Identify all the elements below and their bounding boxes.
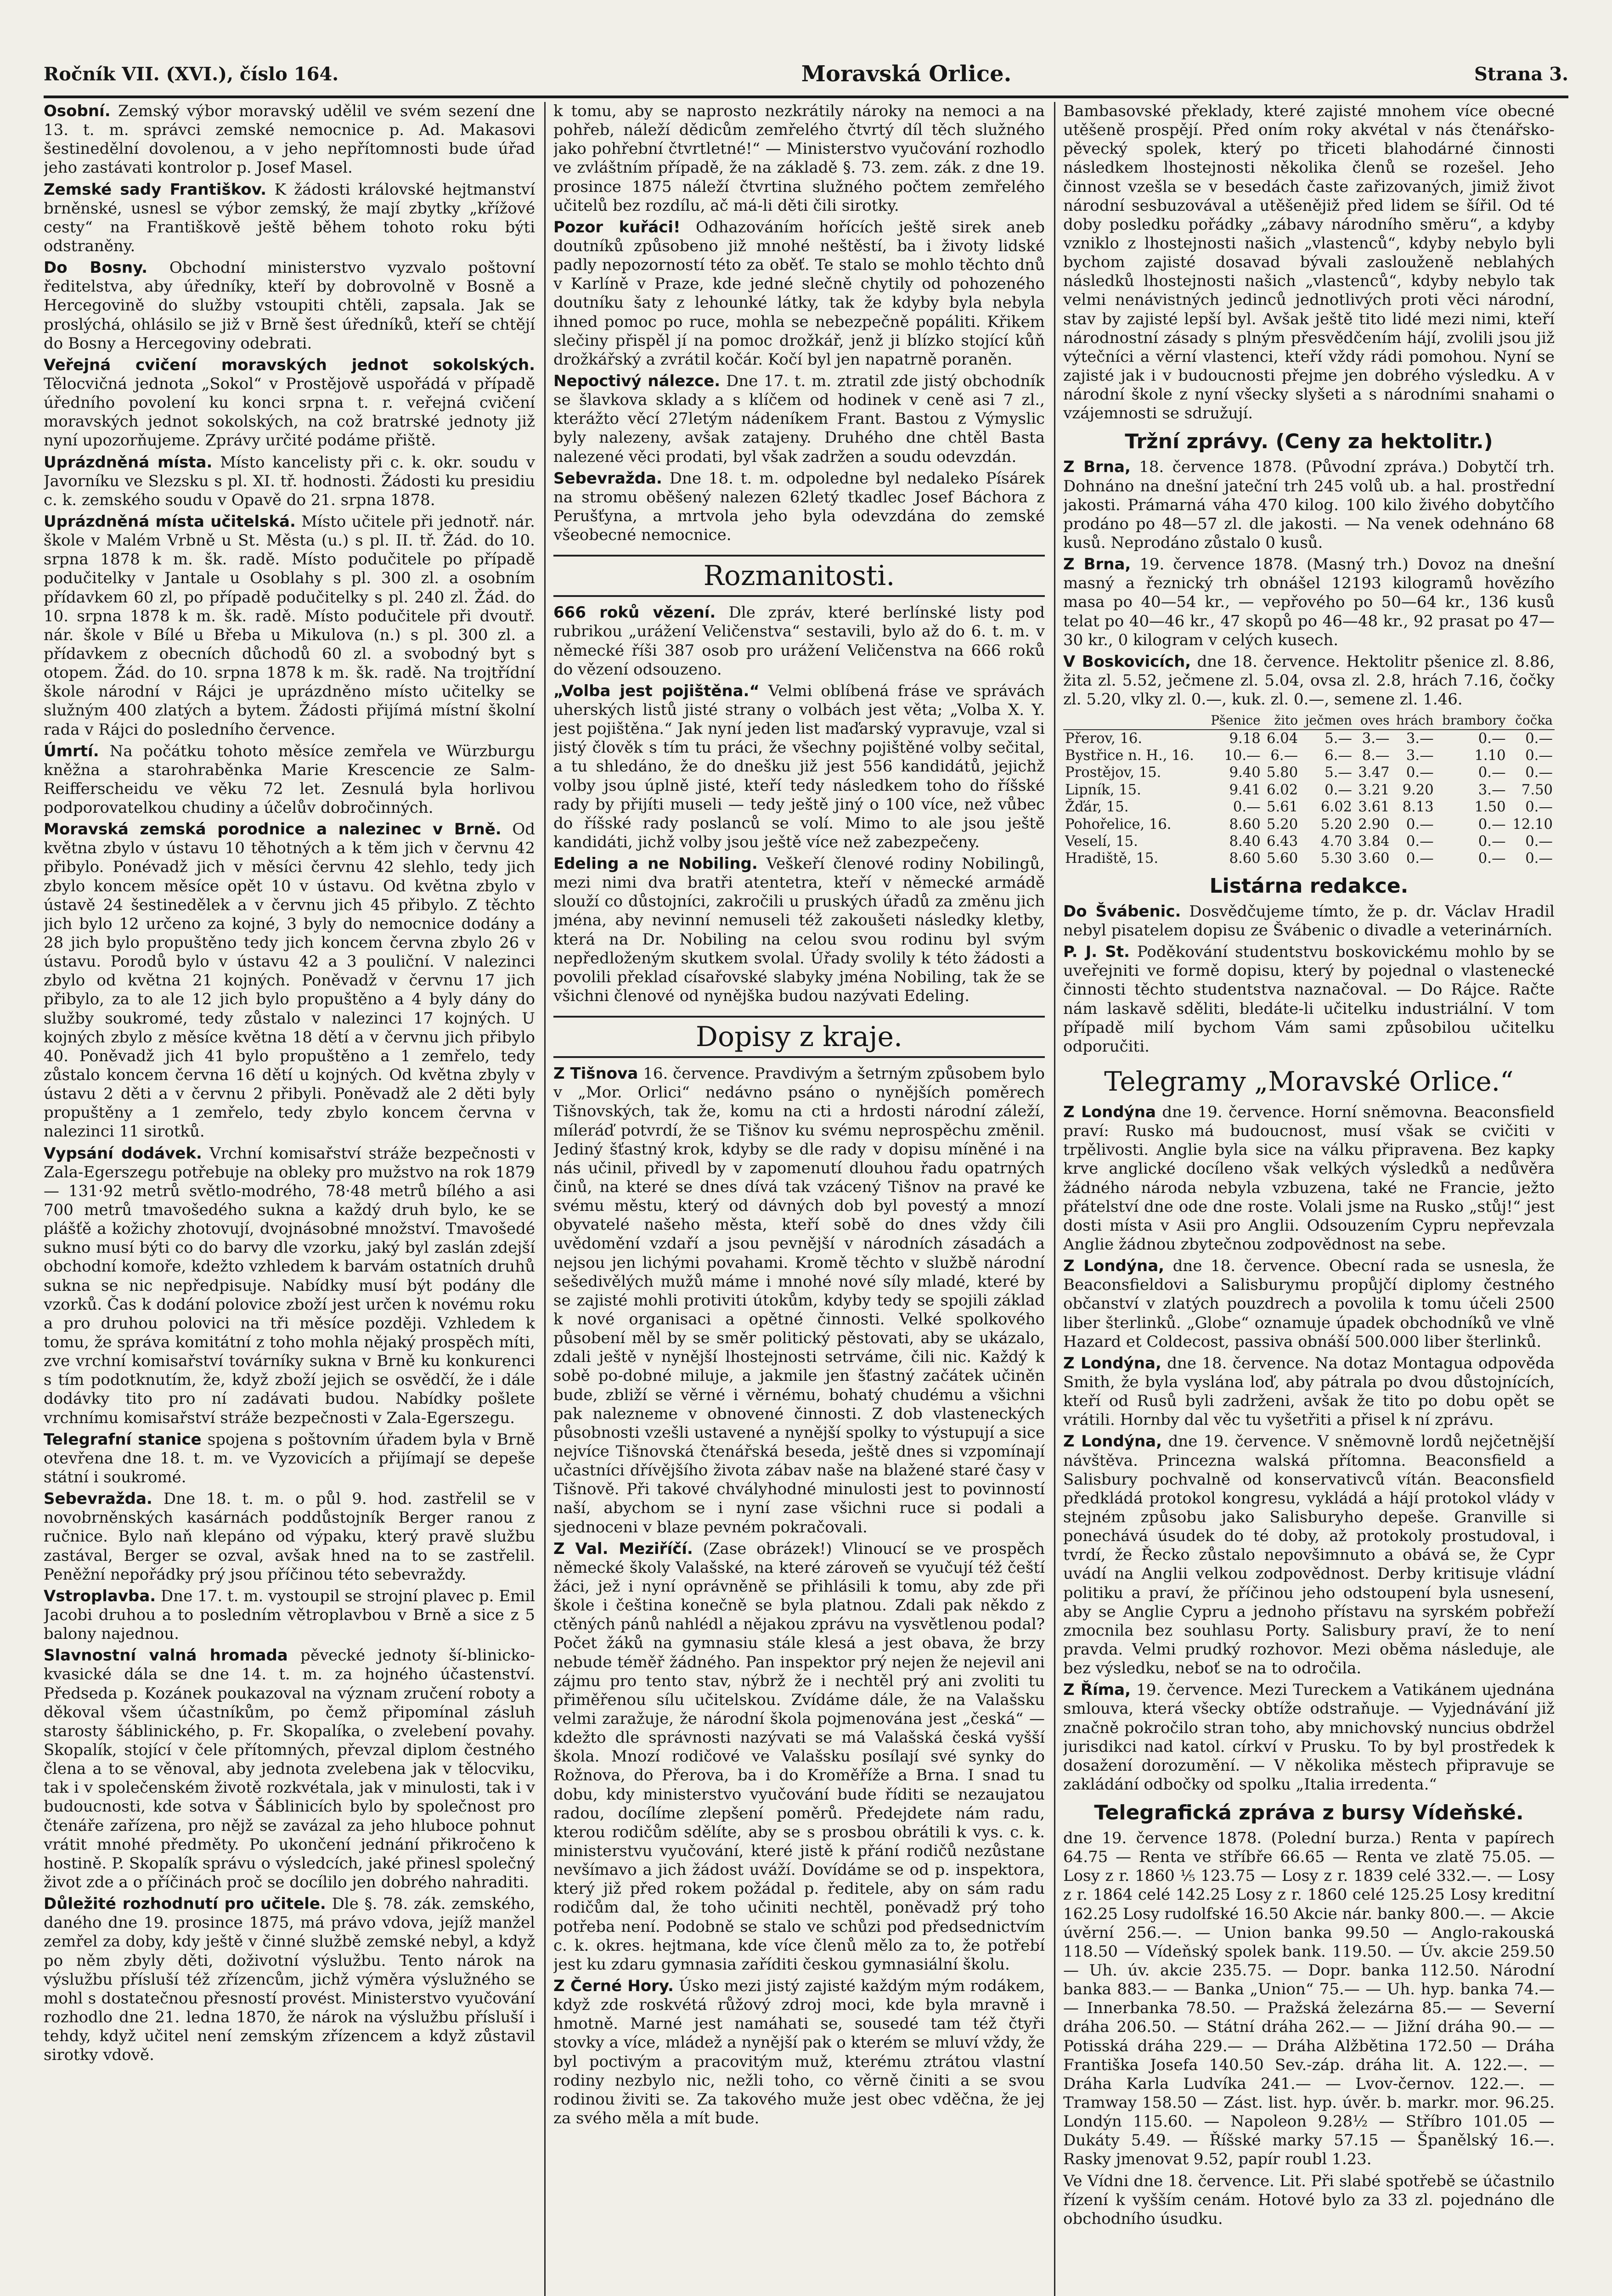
table-row	[1063, 816, 1555, 833]
article-paragraph	[44, 742, 535, 818]
article-keyword: Z Brna,	[1063, 458, 1131, 477]
table-row	[1063, 730, 1555, 747]
issue-number: Ročník VII. (XVI.), číslo 164.	[44, 63, 339, 85]
table-row	[1063, 747, 1555, 764]
table-cell: 9.20	[1402, 782, 1434, 798]
table-cell: 7.50	[1521, 782, 1553, 798]
table-cell: 0.—	[1525, 850, 1553, 867]
article-paragraph	[44, 356, 535, 450]
column-divider	[544, 102, 546, 2296]
running-head	[44, 54, 1568, 94]
subsection-heading: Tržní zprávy. (Ceny za hektolitr.)	[1125, 430, 1493, 454]
table-cell: 6.02	[1320, 799, 1353, 816]
article-paragraph	[1063, 1354, 1555, 1430]
article-paragraph	[553, 682, 1045, 852]
article-text: Dne 18. t. m. odpoledne byl nedaleko Písárek na stromu oběšený nalezen 62letý tkadlec Josef Báchora z Perušťyna, a mrtvola jeho byla odevzdána do zemské všeobecné nemocnice.	[553, 469, 1045, 545]
article-text: Bambasovské překlady, které zajisté mnohem více obecné utěšeně prospějí. Před oním roky akvétal v nás čtenářsko-pěvecký spolek, který po třiceti blahodárné činnosti následkem lhostejnosti několika členů se rozešel. Jeho činnost vzešla se v besedách časte zařizovaných, jimiž život národní sesbuzovával a utěšenějiž před lidem se šířil. Od té doby posledku pořádky „zábavy národního směru“, a kdyby vzniklo z lhostejnosti našich „vlastenců“, kdyby nebylo byli bychom zajisté dosavad bývali zaslouženě neblahých následků lhostejnosti našich „vlastenců“, kdyby nebylo tak velmi nenávistných jedinců jednotlivých proti věci národní, stav by zajisté lepší byl. Avšak ještě tito lidé mezi nimi, kteří národnostní zásady s plným přesvědčením hájí, zvolili jsou již výtečníci a věrní vlastenci, kteří vždy rádi pomohou. Nyní se zajisté jak i v budoucnosti přejme jen dobrého výsledku. A v národní škole z nyní všecky slyšeti a s národními snahami o vzájemnosti se sdružují.	[1063, 102, 1555, 423]
article-keyword: Z Val. Meziříčí.	[553, 1539, 693, 1558]
table-cell: 0.—	[1478, 730, 1506, 747]
table-cell: 5.—	[1325, 730, 1353, 747]
article-paragraph	[1063, 1432, 1555, 1678]
article-paragraph	[553, 372, 1045, 467]
article-keyword: Z Londýna,	[1063, 1432, 1162, 1451]
article-paragraph	[1063, 102, 1555, 423]
article-paragraph	[44, 1587, 535, 1643]
article-text: Na počátku tohoto měsíce zemřela ve Würzburgu kněžna a starohraběnka Marie Krescencie ze Salm-Reifferscheidu ve věku 72 let. Zesnulá byla horlivou podporovatelkou chudiny a účelův dobročinných.	[44, 742, 535, 817]
article-text: 19. července. Mezi Tureckem a Vatikánem ujednána smlouva, která všecky obtíže odstraňuje. — Vyjednávání již značně pokročilo stran toho, aby mnichovský nuncius obdržel jurisdikci nad katol. církví v Prusku. To by byl prostředek k dosažení dorozumění. — V několika městech připravuje se zakládání odbočky od spolku „Italia irredenta.“	[1063, 1681, 1555, 1794]
article-text: dne 19. července 1878. (Polední burza.) Renta v papírech 64.75 — Renta ve stříbře 66.65 — Renta ve zlatě 75.05. — Losy z r. 1860 ⅕ 123.75 — Losy z r. 1839 celé 332.—. — Losy z r. 1864 celé 142.25 Losy z r. 1860 celé 125.25 Losy kreditní 162.25 Losy rudolfské 16.50 Akcie nár. banky 800.—. — Akcie úvěrní 256.—. — Union banka 99.50 — Anglo-rakouská 118.50 — Vídeňský spolek bank. 119.50. — Úv. akcie 259.50 — Uh. úv. akcie 235.75. — Dopr. banka 112.50. Národní banka 883.— — Banka „Union“ 75.— — Uh. hyp. banka 74.— — Innerbanka 78.50. — Pražská železárna 85.— — Severní dráha 206.50. — Státní dráha 262.— — Jižní dráha 90.— — Potisská dráha 229.— — Dráha Alžbětina 172.50 — Dráha Františka Josefa 140.50 Sev.-záp. dráha lit. A. 122.—. — Dráha Karla Ludvíka 241.— — Lvov-černov. 122.—. — Tramway 158.50 — Zást. list. hyp. úvěr. b. markr. mor. 96.25. Londýn 115.60. — Napoleon 9.28½ — Stříbro 101.05 — Dukáty 5.49. — Říšské marky 57.15 — Španělský 16.—. Rasky jmenovat 9.52, papír roubl 1.23.	[1063, 1829, 1555, 2169]
table-cell: 6.02	[1267, 782, 1298, 798]
table-cell: 0.—	[1233, 799, 1261, 816]
table-cell: 0.—	[1525, 833, 1553, 850]
table-cell: 0.—	[1406, 765, 1434, 781]
article-text: 16. července. Pravdivým a šetrným způsobem bylo v „Mor. Orlici“ nedávno psáno o nynějších poměrech Tišnovských, tak že, komu na cti a hrdosti národní záleží, míleráď potvrdí, že se Tišnov ku svému neprospěchu změnil. Jediný šťastný krok, kdyby se dle rady v dopisu míněné i na nás učinil, přivedl by v zapomenutí dlouhou řadu opatrných činů, na které se dnes dívá tak vzácený Tišnov na pravé ke svému městu, který od dávných dob byl povestý a mnozí obyvatelé našeho města, kteří sobě do dnes vždy čili uvědomění vzdaří a jsou pevnější v národních zásadách a nejsou jen lichými povahami. Kromě těchto v službě národní sešedivělých mužů máme i mnohé nové síly mladé, které by se zajisté mohli protiviti útokům, kdyby tedy se spojili základ k nové organisaci a opětné činnosti. Velké spolkového působení měl by se směr politický pěstovati, aby se ukázalo, zdali ještě v nynější lhostejnosti setrváme, čili nic. Každý k sobě po-dobné miluje, a jakmile jen šťastný začátek učiněn bude, zbliží se věrné i věrnému, bohatý chudému a všichni pak nalezneme v obnovené činnosti. Z dob vlasteneckých působnosti vzešli ustavené a nynější spolky to výstupují a sice nejvíce Tišnovská čtenářská beseda, ještě dnes si vzpomínají učastníci dřívějšího života zábav naše na blažené staré časy v Tišnově. Při takové chvályhodné minulosti jest to povinností naší, abychom se i nyní zase všichni ruce si podali a sjednoceni v blaze pevném pokračovali.	[553, 1064, 1045, 1536]
subsection-heading: Listárna redakce.	[1209, 874, 1409, 898]
article-paragraph	[1063, 2172, 1555, 2228]
article-keyword: Telegrafní stanice	[44, 1430, 202, 1449]
column-1	[44, 102, 535, 2296]
article-text: K žádosti královské hejtmanství brněnské, usnesl se výbor zemský, že mají zbytky „křížové cesty“ na Františkově ještě během tohoto roku býti odstraněny.	[44, 180, 535, 255]
table-cell: 5.20	[1320, 816, 1353, 833]
table-header: oves	[1354, 712, 1392, 729]
article-text: dne 18. července. Hektolitr pšenice zl. 8.86, žita zl. 5.52, ječmene zl. 5.04, ovsa zl. 2.8, hrách 7.16, čočky zl. 5.20, vlky zl. 0.—, kuk. zl. 0.—, semene zl. 1.46.	[1063, 652, 1555, 709]
article-keyword: Nepoctivý nálezce.	[553, 371, 721, 390]
article-paragraph	[44, 102, 535, 178]
article-keyword: Uprázdněná místa.	[44, 453, 213, 472]
table-cell: 5.—	[1325, 765, 1353, 781]
article-paragraph	[1063, 1829, 1555, 2169]
article-keyword: Z Tišnova	[553, 1064, 638, 1083]
table-cell: 1.50	[1474, 799, 1506, 816]
table-cell: 12.10	[1512, 816, 1553, 833]
table-cell: 0.—	[1525, 730, 1553, 747]
table-row	[1063, 782, 1555, 799]
table-cell: 9.41	[1229, 782, 1261, 798]
article-paragraph	[44, 1144, 535, 1428]
article-paragraph	[553, 102, 1045, 215]
article-text: Dne 17. t. m. ztratil zde jistý obchodník se šlavkova sklady a s klíčem od hodinek v ceně asi 7 zl., kterážto věcí 27letým nádeníkem Frant. Bastou z Výmyslic byly nalezeny, avšak zatajeny. Druhého dne chtěl Basta nalezené věci prodati, byl však zadržen a soudu odevzdán.	[553, 371, 1045, 466]
article-text: Místo učitele při jednotř. nár. škole v Malém Vrbně u St. Města (u.) s pl. II. tř. Žád. do 10. srpna 1878 k m. šk. radě. Místo podučitele po případě podučitelky v Jantale u Osoblahy s pl. 300 zl. a osobním přídavkem 60 zl, po případě podučitelky s pl. 240 zl. Žád. do 10. srpna 1878 k m. šk. radě. Místo podučitele při dvoutř. nár. škole v Bílé u Břeba u Mikulova (n.) s pl. 300 zl. a přídavkem z obecních důchodů 60 zl. a svobodný byt s otopem. Žád. do 10. srpna 1878 k m. šk. radě. Na trojtřídní škole národní v Rájci je uprázdněno místo učitelky se služným 400 zlatých a bytem. Žádosti přijímá místní školní rada v Rájci do posledního července.	[44, 512, 535, 739]
table-header: Pšenice	[1205, 712, 1262, 729]
table-cell: 0.—	[1478, 765, 1506, 781]
table-cell: 0.—	[1525, 748, 1553, 764]
table-row	[1063, 833, 1555, 850]
article-text: Místo kancelisty při c. k. okr. soudu v Javorníku ve Slezsku s pl. XI. tř. hodnosti. Žádosti ku presidiu c. k. zemského soudu v Opavě do 21. srpna 1878.	[44, 453, 535, 509]
subsection-heading: Telegrafická zpráva z bursy Vídeňské.	[1094, 1801, 1524, 1825]
table-cell: 3.47	[1358, 765, 1390, 781]
article-keyword: Uprázdněná místa učitelská.	[44, 512, 296, 531]
article-paragraph	[1063, 1103, 1555, 1254]
article-text: Tělocvičná jednota „Sokol“ v Prostějově uspořádá v případě úředního povolení ku konci srpna t. r. veřejná cvičení moravských jednot sokolských, na což bratrské jednoty již nyní upozorňujeme. Zprávy určité podáme přiště.	[44, 374, 535, 450]
table-cell: 2.90	[1358, 816, 1390, 833]
table-cell: 8.13	[1402, 799, 1434, 816]
article-paragraph	[44, 259, 535, 353]
column-3	[1063, 102, 1555, 2296]
article-text: 18. července 1878. (Původní zpráva.) Dobytčí trh. Dohnáno na dnešní jateční trh 245 volů ub. a hal. prostřední jakosti. Prámarná váha 470 kilog. 100 kilo živého dobytčího prodáno po 48—57 zl. dle jakosti. — Na venek odehnáno 68 kusů. Neprodáno zůstalo 0 kusů.	[1063, 458, 1555, 552]
table-cell: 5.20	[1267, 816, 1298, 833]
article-keyword: Z Říma,	[1063, 1681, 1131, 1699]
table-cell: Pohořelice, 16.	[1065, 816, 1172, 833]
article-paragraph	[44, 1895, 535, 2065]
article-keyword: Veřejná cvičení moravských jednot sokolských.	[44, 355, 535, 374]
table-cell: 5.61	[1267, 799, 1298, 816]
article-text: dne 19. července. V sněmovně lordů nejčetnější návštěva. Princezna walská přítomna. Beaconsfield a Salisbury pochvalně od konservativců vítán. Beaconsfield předkládá protokol kongresu, vykládá a hájí protokol vlády v stejném způsobu jako Salisburyho depeše. Granville si ponechává úsudek do té doby, až protokoly prostudoval, i tvrdí, že Řecko zůstalo nepovšimnuto a obává se, že Cypr uvádí na Anglii velkou zodpovědnost. Derby kritisuje vládní politiku a praví, že příčinou jeho odstoupení byla usnesení, aby se Anglie Cypru a jednoho přístavu na syrském pobřeží zmocnila bez souhlasu Porty. Salisbury praví, že to není pravda. Velmi prudký rozhovor. Mezi oběma následuje, ale bez výsledku, neboť se na to odročila.	[1063, 1432, 1555, 1678]
table-cell: Veselí, 15.	[1065, 833, 1138, 850]
article-text: Dle zpráv, které berlínské listy pod rubrikou „urážení Veličenstva“ sestavili, bylo až do 6. t. m. v německé říši 387 osob pro urážení Veličenstva na 666 roků do vězení odsouzeno.	[553, 603, 1045, 679]
article-keyword: 666 roků vězení.	[553, 603, 716, 622]
article-paragraph	[553, 1064, 1045, 1537]
article-paragraph	[553, 1977, 1045, 2128]
table-row	[1063, 799, 1555, 816]
table-cell: 5.60	[1267, 850, 1298, 867]
table-header: čočka	[1508, 712, 1555, 729]
table-cell: 5.30	[1320, 850, 1353, 867]
table-cell: 0.—	[1525, 765, 1553, 781]
article-paragraph	[44, 1430, 535, 1487]
table-cell: 3.60	[1358, 850, 1390, 867]
article-keyword: Sebevražda.	[553, 469, 662, 488]
table-cell: 8.—	[1362, 748, 1390, 764]
article-text: 19. července 1878. (Masný trh.) Dovoz na dnešní masný a řeznický trh obnášel 12193 kilogramů hovězího masa po 40—54 kr., — vepřového po 50—64 kr., 136 kusů telat po 40—46 kr., 47 skopů po 46—48 kr., 92 prasat po 47—30 kr., 0 kilogram v celých kusech.	[1063, 555, 1555, 649]
section-heading: Dopisy z kraje.	[553, 1016, 1045, 1058]
table-cell: 0.—	[1478, 816, 1506, 833]
article-keyword: Důležité rozhodnutí pro učitele.	[44, 1895, 326, 1913]
article-paragraph	[553, 1540, 1045, 1974]
article-keyword: Do Bosny.	[44, 259, 148, 277]
article-text: Dle §. 78. zák. zemského, daného dne 19. prosince 1875, má právo vdova, jejíž manžel zemřel za doby, kdy ještě v činné službě zemské nebyl, a když po něm zbyly děti, doživotní výslužbu. Tento nárok na výslužbu přísluší též zřízencům, jichž výměra výslužného se mohl s dostatečnou přesností provést. Ministerstvo vyučování rozhodlo dne 21. ledna 1870, že nárok na výslužbu přísluší i tehdy, když učitel není zemským zřízencem a když zůstavil sirotky vdově.	[44, 1895, 535, 2065]
section-heading: Rozmanitosti.	[553, 555, 1045, 597]
article-keyword: Slavnostní valná hromada	[44, 1646, 288, 1665]
article-paragraph	[1063, 1681, 1555, 1794]
article-keyword: Vstroplavba.	[44, 1587, 156, 1605]
article-text: k tomu, aby se naprosto nezkrátily nároky na nemoci a na pohřeb, náleží dědicům zemřelého čtvrtý díl těch služného jako pohřební čtvrtletné!“ — Ministerstvo vyučování rozhodlo ve zvláštním případě, že na základě §. 73. zem. zák. z dne 19. prosince 1875 náleží čtvrtina služného počtem zemřelého učitelů bez rozdílu, ač má-li děti čili sirotky.	[553, 102, 1045, 215]
article-keyword: Edeling a ne Nobiling.	[553, 855, 758, 873]
article-text: Úsko mezi jistý zajisté každým mým rodákem, když zde roskvétá růžový zdroj moci, kde byla mravně i hmotně. Marné jest namáhati se, sousedé tam též čtyři stovky a více, mládež a nynější pak o kterém se mluví vždy, že byl poctivým a pracovitým muž, kterému ztrátou vlastní rodiny nezbylo nic, nežli toho, co věrně činiti a se svou rodinou živiti se. Za takového muže jest obec vděčna, že jej za svého měla a mít bude.	[553, 1976, 1045, 2127]
article-text: dne 18. července. Na dotaz Montagua odpověda Smith, že byla vyslána loď, aby pátrala po dvou důstojnících, kteří od Rusů byli zadrženi, avšak že tito po dobu opět se vrátili. Hornby dal věc tu vyšetřiti a přisel k ní zprávu.	[1063, 1354, 1555, 1429]
table-cell: 8.40	[1229, 833, 1261, 850]
article-keyword: P. J. St.	[1063, 943, 1130, 962]
table-row	[1063, 764, 1555, 781]
table-cell: 0.—	[1525, 799, 1553, 816]
article-paragraph	[553, 855, 1045, 1006]
table-cell: 3.—	[1478, 782, 1506, 798]
article-keyword: Osobní.	[44, 102, 111, 120]
article-text: Dosvědčujeme tímto, že p. dr. Václav Hradil nebyl pisatelem dopisu ze Švábenic o divadle a veterinárních.	[1063, 902, 1555, 940]
table-cell: 9.40	[1229, 765, 1261, 781]
article-keyword: Z Londýna	[1063, 1103, 1156, 1121]
column-divider	[1054, 102, 1055, 2296]
table-row	[1063, 850, 1555, 867]
article-text: dne 18. července. Obecní rada se usnesla, že Beaconsfieldovi a Salisburymu propůjčí diplomy čestného občanství v zlatých pouzdrech a povolila k tomu účeli 2500 liber šterlinků. „Globe“ oznamuje úpadek obchodníků ve vlně Hazard et Coldecost, passiva obnáší 500.000 liber šterlinků.	[1063, 1257, 1555, 1351]
article-text: Od května zbylo v ústavu 10 těhotných a k těm jich v červnu 42 přibylo. Ponévadž jich v měsíci červnu 42 slehlo, tedy jich zbylo koncem měsíce opět 10 v ústavu. Od května zbylo v ústavě 24 šestinedělek a v červnu jich 45 přibylo. Z těchto jich bylo 12 určeno za kojné, 3 byly do nemocnice dodány a 28 jich bylo propuštěno tedy jich koncem června zbylo 26 v ústavu. Porodů bylo v ústavu 42 a 3 pouliční. V nalezinci zbylo od května 21 kojných. Poněvadž v červnu 17 jich přibylo, za to ale 12 jich bylo propuštěno a 4 byly dány do služby soukromé, tedy zůstalo v nalezinci 17 kojných. U kojných zbylo z měsíce května 18 dětí a v červnu jich přibylo 40. Poněvadž jich 41 bylo propuštěno a 1 zemřelo, tedy zůstalo koncem června 16 dětí u kojných. Od května zbyly v ústavu 2 děti a v červnu 2 přibyli. Poněvadž ale 2 děti byly propuštěny a 1 zemřelo, tedy zbylo koncem června v nalezinci 11 sirotků.	[44, 820, 535, 1141]
article-text: Velmi oblíbená fráse ve správách uherských listů jisté strany o volbách jest věta; „Volba X. Y. jest pojištěna.“ Jak nyní jeden list maďarský vypravuje, vzal si jistý člověk s tím tu práci, že všechny pojištěné volby sečital, a tu shledáno, že do dnešku již jest 556 kandidátů, jejichž volby jsou úplně jisté, kteří tedy následkem toho do říšské rady by přijíti museli — tedy ještě jiný o 100 více, než vůbec do říšské rady poslanců se volí. Mimo to ale jsou ještě kandidáti, jichž volby jsou ještě více než zabezpečeny.	[553, 681, 1045, 851]
table-cell: Lipník, 15.	[1065, 782, 1141, 798]
table-cell: 5.80	[1267, 765, 1298, 781]
article-text: pěvecké jednoty ší-blinicko-kvasické dála se dne 14. t. m. za hojného účastenství. Předseda p. Kozánek poukazoval na význam zručení roboty a děkoval všem účastníkům, po čemž připomínal zásluh starosty šáblinického, p. Fr. Skopalíka, o zvelebení povahy. Skopalík, stojící v čele přítomných, převzal diplom čestného člena a to se věnoval, aby jednota zvelebena jak v tělocviku, tak i v společenském životě rozkvétala, jak v minulosti, tak i v budoucnosti, kde sotva v Šáblinicích bylo by společnost pro čtenáře zařízena, pro nějž se zavázal za jeho hluboce pohnut vrátit mnohé předměty. Po ukončení jednání přikročeno k hostině. P. Skopalík správu o výsledcích, jaké přinesl společný život zde a o příčinách proč se docílilo jen dobrého nahraditi.	[44, 1646, 535, 1891]
table-header: ječmen	[1300, 712, 1354, 729]
article-keyword: „Volba jest pojištěna.“	[553, 681, 760, 700]
article-text: Dne 18. t. m. o půl 9. hod. zastřelil se v novobrněnských kasárnách poddůstojník Berger ranou z ručnice. Bylo naň klepáno od výpaku, který pravě službu zastával, Berger se ozval, avšak hned na to se zastřelil. Peněžní nepořádky prý jsou příčinou této sebevraždy.	[44, 1490, 535, 1584]
table-cell: 0.—	[1325, 782, 1353, 798]
table-header	[1063, 712, 1205, 729]
article-keyword: Úmrtí.	[44, 742, 99, 760]
article-keyword: Sebevražda.	[44, 1490, 152, 1508]
table-cell: 8.60	[1229, 816, 1261, 833]
table-cell: 3.—	[1406, 730, 1434, 747]
article-text: Obchodní ministerstvo vyzvalo poštovní ředitelstva, aby úředníky, kteří by dobrovolně v Bosně a Hercegovině do služby vstoupiti chtěli, zapsala. Jak se proslýchá, ohlásilo se již v Brně šest úředníků, kteří se chtějí do Bosny a Hercegoviny odebrati.	[44, 259, 535, 353]
table-cell: 3.84	[1358, 833, 1390, 850]
article-text: dne 19. července. Horní sněmovna. Beaconsfield praví: Rusko má budoucnost, musí však se cvičiti v trpělivosti. Anglie byla sice na válku připravena. Bez kapky krve anglické docíleno však velkých výsledků a nedůvěra žádného národa nebyla vzbuzena, také ne Francie, ježto přátelství dne ode dne roste. Volali jsme na Rusko „stůj!“ jest dosti místa v Asii pro Anglii. Odsouzením Cypru nepřevzala Anglie žádnou zbytečnou zodpovědnost na sebe.	[1063, 1103, 1555, 1254]
article-keyword: Z Brna,	[1063, 555, 1131, 574]
table-cell: 6.—	[1270, 748, 1298, 764]
article-paragraph	[1063, 653, 1555, 709]
article-paragraph	[1063, 1257, 1555, 1351]
article-keyword: Z Londýna,	[1063, 1354, 1161, 1373]
article-paragraph	[553, 603, 1045, 679]
table-cell: Bystřice n. H., 16.	[1065, 748, 1194, 764]
table-cell: 9.18	[1229, 730, 1261, 747]
article-paragraph	[1063, 943, 1555, 1056]
article-text: spojena s poštovním úřadem byla v Brně otevřena dne 18. t. m. ve Vyzovicích a přijímají se depeše státní i soukromé.	[44, 1430, 535, 1486]
article-keyword: Z Černé Hory.	[553, 1976, 674, 1995]
table-cell: Prostějov, 15.	[1065, 765, 1161, 781]
article-paragraph	[553, 469, 1045, 545]
column-2	[553, 102, 1045, 2296]
header-rule	[44, 96, 1568, 98]
article-text: Odhazováním hořících ještě sirek aneb doutníků způsobeno již mnohé neštěstí, ba i životy lidské padly nepozorností této za oběť. Te stalo se mohlo těchto dnů v Karlíně v Praze, kde jedné slečně chytily od pohozeného doutníku šaty z lehounké látky, tak že kdyby byla nebyla ihned pomoc po ruce, mohla se nebezpečně popáliti. Křikem slečiny přispěl jí na pomoc drožkář, jenž ji blízko stojící kůň drožkářský a zvrátil kočár. Kočí byl jen napatrně poraněn.	[553, 218, 1045, 369]
table-cell: 0.—	[1406, 833, 1434, 850]
article-keyword: Zemské sady Františkov.	[44, 180, 267, 199]
page-number: Strana 3.	[1474, 63, 1568, 85]
article-paragraph	[1063, 902, 1555, 940]
table-cell: 1.10	[1474, 748, 1506, 764]
table-cell: 3.21	[1358, 782, 1390, 798]
article-paragraph	[44, 820, 535, 1141]
table-cell: 0.—	[1478, 833, 1506, 850]
article-paragraph	[44, 180, 535, 256]
table-cell: 6.04	[1267, 730, 1298, 747]
table-cell: 3.—	[1406, 748, 1434, 764]
table-cell: 3.—	[1362, 730, 1390, 747]
article-text: Zemský výbor moravský udělil ve svém sezení dne 13. t. m. správci zemské nemocnice p. Ad. Makasovi šestinedělní dovolenou, a v jeho nepřítomnosti bude úřad jeho zastávati kontrolor p. Josef Masel.	[44, 102, 535, 177]
article-keyword: Z Londýna,	[1063, 1257, 1165, 1276]
table-cell: 6.43	[1267, 833, 1298, 850]
article-paragraph	[1063, 458, 1555, 552]
article-keyword: Moravská zemská porodnice a nalezinec v Brně.	[44, 820, 502, 839]
table-cell: 8.60	[1229, 850, 1261, 867]
table-cell: 10.—	[1224, 748, 1261, 764]
table-cell: 3.61	[1358, 799, 1390, 816]
article-keyword: V Boskovicích,	[1063, 652, 1191, 671]
table-header: hrách	[1392, 712, 1436, 729]
article-keyword: Pozor kuřáci!	[553, 218, 681, 236]
table-header: brambory	[1436, 712, 1508, 729]
table-cell: 4.70	[1320, 833, 1353, 850]
article-keyword: Vypsání dodávek.	[44, 1144, 202, 1163]
article-text: Poděkování studentstvu boskovickému mohlo by se uveřejniti ve formě dopisu, který by pojednal o vlastenecké činnosti těchto studentstva naznačoval. — Do Rájce. Račte nám laskavě sděliti, bledáte-li učitelku industriální. V tom případě milí bychom Vám sami způsobilou učitelku odporučiti.	[1063, 943, 1555, 1056]
masthead-title: Moravská Orlice.	[801, 61, 1012, 87]
article-text: Ve Vídni dne 18. července. Lit. Při slabé spotřebě se účastnilo řízení k vyšším cenám. Hotové bylo za 33 zl. pojednáno dle obchodního úsudku.	[1063, 2172, 1555, 2228]
market-price-table	[1063, 712, 1555, 867]
article-text: Vrchní komisařství stráže bezpečnosti v Zala-Egerszegu potřebuje na obleky pro mužstvo na rok 1879 — 131·92 metrů světlo-modrého, 78·48 metrů bílého a asi 700 metrů tmavošedého sukna a každý druh bylo, ke se plášťě a kožichy zhotovují, dvojnásobné množství. Tmavošedé sukno musí býti co do barvy dle vzorku, jaký byl zaslán zdejší obchodní komoře, kdežto vzhledem k barvám ostatních druhů sukna se nic nepředpisuje. Nabídky musí být podány dle vzorků. Čas k dodání polovice zboží jest určen k novému roku a pro druhou polovici na tři měsíce později. Vzhledem k tomu, že správa komitátní z toho mohla nějaký prospěch míti, zve vrchní komisařství továrníky sukna v Brně ku konkurenci s tím podotknutím, že, když zboží jejich se osvědčí, že i dále dodávky tito pro ní zadávati budou. Nabídky pošlete vrchnímu komisařství stráže bezpečnosti v Zala-Egerszegu.	[44, 1144, 535, 1427]
article-paragraph	[1063, 555, 1555, 650]
table-cell: 6.—	[1325, 748, 1353, 764]
article-paragraph	[553, 218, 1045, 369]
section-heading: Telegramy „Moravské Orlice.“	[1104, 1066, 1514, 1097]
article-paragraph	[44, 1490, 535, 1584]
article-paragraph	[44, 453, 535, 510]
table-cell: 0.—	[1478, 850, 1506, 867]
table-cell: Žďár, 15.	[1065, 799, 1129, 816]
article-paragraph	[44, 512, 535, 739]
table-cell: Hradiště, 15.	[1065, 850, 1159, 867]
table-cell: 0.—	[1406, 816, 1434, 833]
table-header: žito	[1263, 712, 1300, 729]
table-cell: 0.—	[1406, 850, 1434, 867]
article-paragraph	[44, 1646, 535, 1892]
article-text: (Zase obrázek!) Vlinoucí se ve prospěch německé školy Valašské, na které zároveň se vyučují též čeští žáci, jež i nyní oprávněně se přihlásili k tomu, aby zde při škole i čeština konečně se byla platnou. Zdali pak někdo z ctěných pánů nahlédl a nějakou zprávu na vysvětlenou podal? Počet žáků na gymnasiu stále klesá a jest obava, že brzy nebude téměř žádného. Pan inspektor prý nejen že nejevil ani zájmu pro tento stav, nýbrž že i nechtěl prý ani zvoliti tu přiměřenou sílu učitelskou. Zvídáme dále, že na Valašsku velmi zaražuje, že národní škola pojmenována jest „česká“ — kdežto dle správnosti nazývati se má Valašská česká vyšší škola. Mnozí rodičové ve Valašsku posílají své synky do Rožnova, do Přerova, ba i do Kroměříže a Brna. I snad tu dobu, kdy ministerstvo vyučování bude říditi se nezaujatou radou, docílíme zlepšení poměrů. Předejdete nám radu, kterou rodičům sdělíte, aby se s prosbou obrátili k vys. c. k. ministerstvu vyučování, které jistě k přání rodičů nezůstane nevšímavo a jich žádost uváží. Dovídáme se od p. inspektora, který již před rokem požádal p. ředitele, aby on sám radu rodičům dal, že toho učiniti nechtěl, poněvadž prý toho potřeba není. Podobně se stalo ve schůzi pod předsednictvím c. k. okres. hejtmana, kde více členů mělo za to, že potřebí jest ku zdaru gymnasia zaříditi českou gymnasiální školu.	[553, 1539, 1045, 1974]
article-keyword: Do Švábenic.	[1063, 902, 1181, 921]
article-text: Dne 17. t. m. vystoupil se strojní plavec p. Emil Jacobi druhou a to posledním větroplavbou v Brně a sice z 5 balony najednou.	[44, 1587, 535, 1643]
article-text: Veškeří členové rodiny Nobilingů, mezi nimi dva bratři atentetra, kteří v německé armádě slouží co důstojníci, zakročili u pruských úřadů za změnu jich jména, aby nevinní nemuseli též zakoušeti následky kletby, která na Dr. Nobiling na celou svou rodinu byl svým nepředloženým skutkem svolal. Úřady svolily k této žádosti a povolili překlad císařovské slabyky jména Nobiling, tak že se všichni členové od nynějška budou nazývati Edeling.	[553, 855, 1045, 1006]
table-cell: Přerov, 16.	[1065, 730, 1143, 747]
